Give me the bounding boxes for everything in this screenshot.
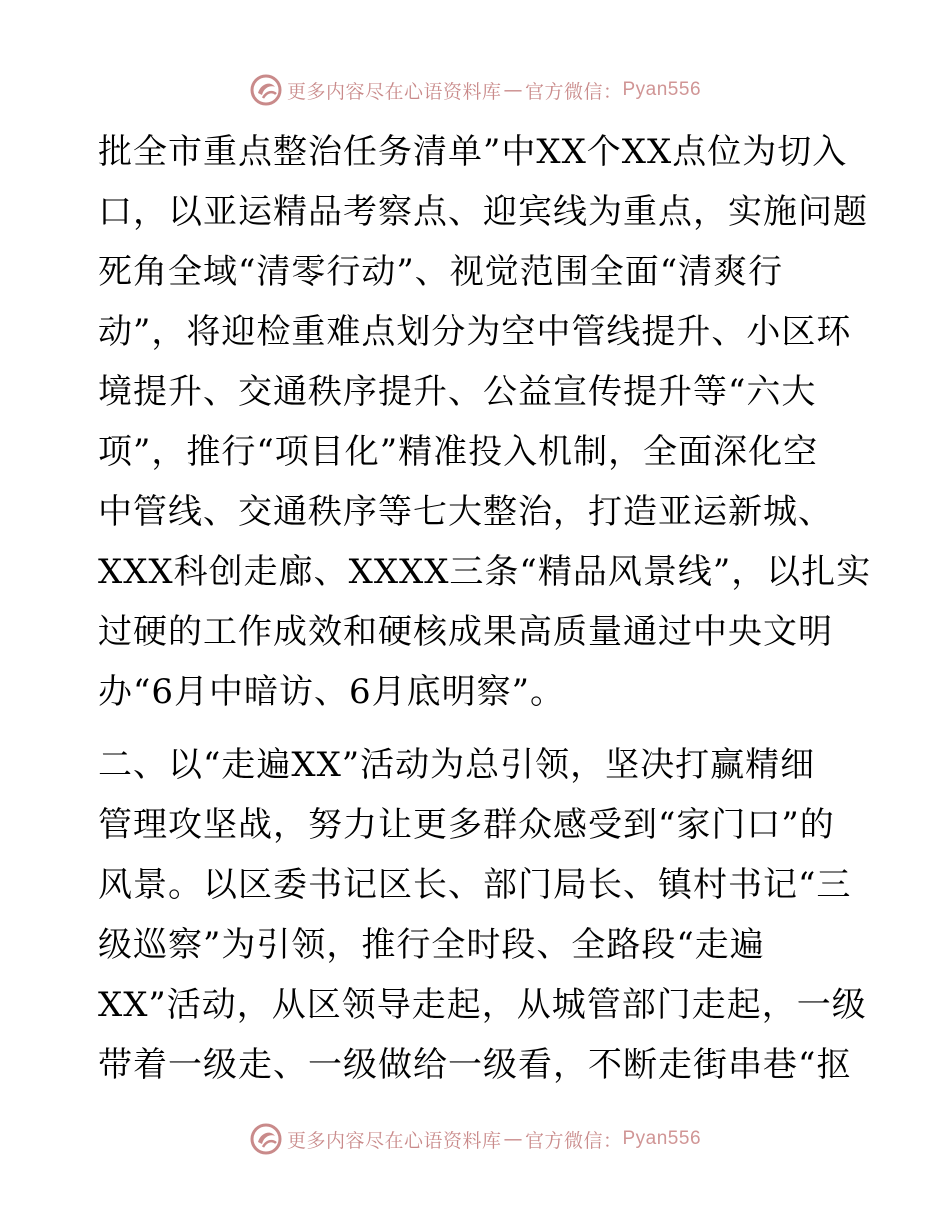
watermark-wechat-label: 官方微信： xyxy=(524,80,623,103)
text-line: XX”活动，从区领导走起，从城管部门走起，一级 xyxy=(98,985,867,1025)
text-line: 死角全域“清零行动”、视觉范围全面“清爽行 xyxy=(98,252,784,292)
text-line: 风景。以区委书记区长、部门局长、镇村书记“三 xyxy=(98,865,852,905)
text-line: XXX科创走廊、XXXX三条“精品风景线”，以扎实 xyxy=(98,552,872,592)
watermark-separator: — xyxy=(503,79,523,101)
watermark-wechat-id: Pyan556 xyxy=(622,79,702,100)
document-body xyxy=(98,122,872,1095)
swirl-logo-icon xyxy=(249,73,283,107)
watermark-text: 更多内容尽在心语资料库 xyxy=(286,80,502,103)
text-line: 项”，推行“项目化”精准投入机制，全面深化空 xyxy=(98,432,819,472)
watermark-separator: — xyxy=(503,1128,523,1150)
header-watermark xyxy=(0,70,950,110)
text-line: 批全市重点整治任务清单”中XX个XX点位为切入 xyxy=(98,132,848,172)
paragraph-1 xyxy=(98,122,872,722)
footer-watermark xyxy=(0,1119,950,1159)
text-line: 境提升、交通秩序提升、公益宣传提升等“六大 xyxy=(98,372,817,412)
watermark-wechat-label: 官方微信： xyxy=(524,1129,623,1152)
text-line: 动”，将迎检重难点划分为空中管线提升、小区环 xyxy=(98,312,852,352)
text-line: 中管线、交通秩序等七大整治，打造亚运新城、 xyxy=(98,492,833,532)
watermark-text: 更多内容尽在心语资料库 xyxy=(286,1129,502,1152)
text-line: 管理攻坚战，努力让更多群众感受到“家门口”的 xyxy=(98,805,835,845)
text-line: 带着一级走、一级做给一级看，不断走街串巷“抠 xyxy=(98,1045,852,1085)
text-line: 口，以亚运精品考察点、迎宾线为重点，实施问题 xyxy=(98,192,868,232)
watermark-wechat-id: Pyan556 xyxy=(622,1128,702,1149)
paragraph-2 xyxy=(98,735,867,1095)
text-line: 办“6月中暗访、6月底明察”。 xyxy=(98,672,566,712)
swirl-logo-icon xyxy=(249,1122,283,1156)
text-line: 级巡察”为引领，推行全时段、全路段“走遍 xyxy=(98,925,765,965)
text-line: 二、以“走遍XX”活动为总引领，坚决打赢精细 xyxy=(98,745,816,785)
paragraph-spacer xyxy=(98,722,858,735)
text-line: 过硬的工作成效和硬核成果高质量通过中央文明 xyxy=(98,612,833,652)
